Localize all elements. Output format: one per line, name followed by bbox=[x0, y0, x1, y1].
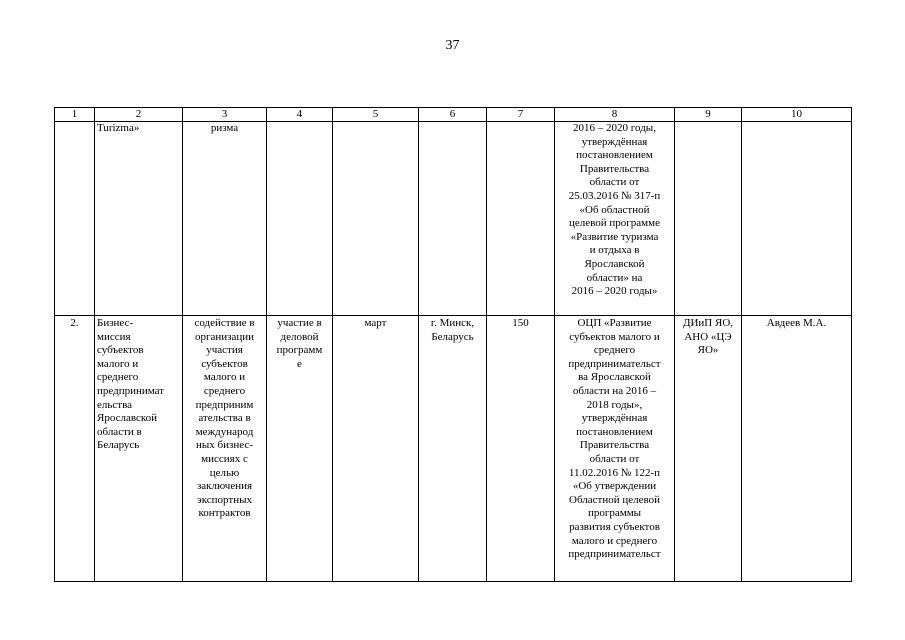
responsible-org-cell bbox=[675, 122, 742, 316]
event-name-cell: Бизнес- миссия субъектов малого и среднего предпринимат ельства Ярославской области в Беларусь bbox=[95, 316, 183, 582]
responsible-person-cell: Авдеев М.А. bbox=[742, 316, 852, 582]
responsible-person-cell bbox=[742, 122, 852, 316]
event-name-cell: Turizma» bbox=[95, 122, 183, 316]
participation-form-cell: участие в деловой программ е bbox=[267, 316, 333, 582]
header-cell-9: 9 bbox=[675, 108, 742, 122]
place-cell: г. Минск, Беларусь bbox=[419, 316, 487, 582]
events-table bbox=[54, 107, 852, 582]
row-number-cell bbox=[55, 122, 95, 316]
header-cell-7: 7 bbox=[487, 108, 555, 122]
header-cell-5: 5 bbox=[333, 108, 419, 122]
header-cell-2: 2 bbox=[95, 108, 183, 122]
header-cell-8: 8 bbox=[555, 108, 675, 122]
participation-form-cell bbox=[267, 122, 333, 316]
table-row bbox=[55, 316, 852, 582]
goal-cell: содействие в организации участия субъектов малого и среднего предприним ательства в международ ных бизнес- миссиях с целью заключения экспортных контрактов bbox=[183, 316, 267, 582]
header-cell-10: 10 bbox=[742, 108, 852, 122]
goal-cell: ризма bbox=[183, 122, 267, 316]
date-cell: март bbox=[333, 316, 419, 582]
funding-source-cell: ОЦП «Развитие субъектов малого и среднего предпринимательст ва Ярославской области на 2016 – 2018 годы», утверждённая постановлением Правительства области от 11.02.2016 № 122-п «Об утверждении Областной целевой программы развития субъектов малого и среднего предпринимательст bbox=[555, 316, 675, 582]
header-row bbox=[55, 108, 852, 122]
date-cell bbox=[333, 122, 419, 316]
amount-cell: 150 bbox=[487, 316, 555, 582]
amount-cell bbox=[487, 122, 555, 316]
responsible-org-cell: ДИиП ЯО, АНО «ЦЭ ЯО» bbox=[675, 316, 742, 582]
row-number-cell: 2. bbox=[55, 316, 95, 582]
funding-source-cell: 2016 – 2020 годы, утверждённая постановлением Правительства области от 25.03.2016 № 317-п «Об областной целевой программе «Развитие туризма и отдыха в Ярославской области» на 2016 – 2020 годы» bbox=[555, 122, 675, 316]
header-cell-6: 6 bbox=[419, 108, 487, 122]
header-cell-1: 1 bbox=[55, 108, 95, 122]
place-cell bbox=[419, 122, 487, 316]
header-cell-4: 4 bbox=[267, 108, 333, 122]
page-number: 37 bbox=[445, 38, 460, 53]
header-cell-3: 3 bbox=[183, 108, 267, 122]
table-row bbox=[55, 122, 852, 316]
